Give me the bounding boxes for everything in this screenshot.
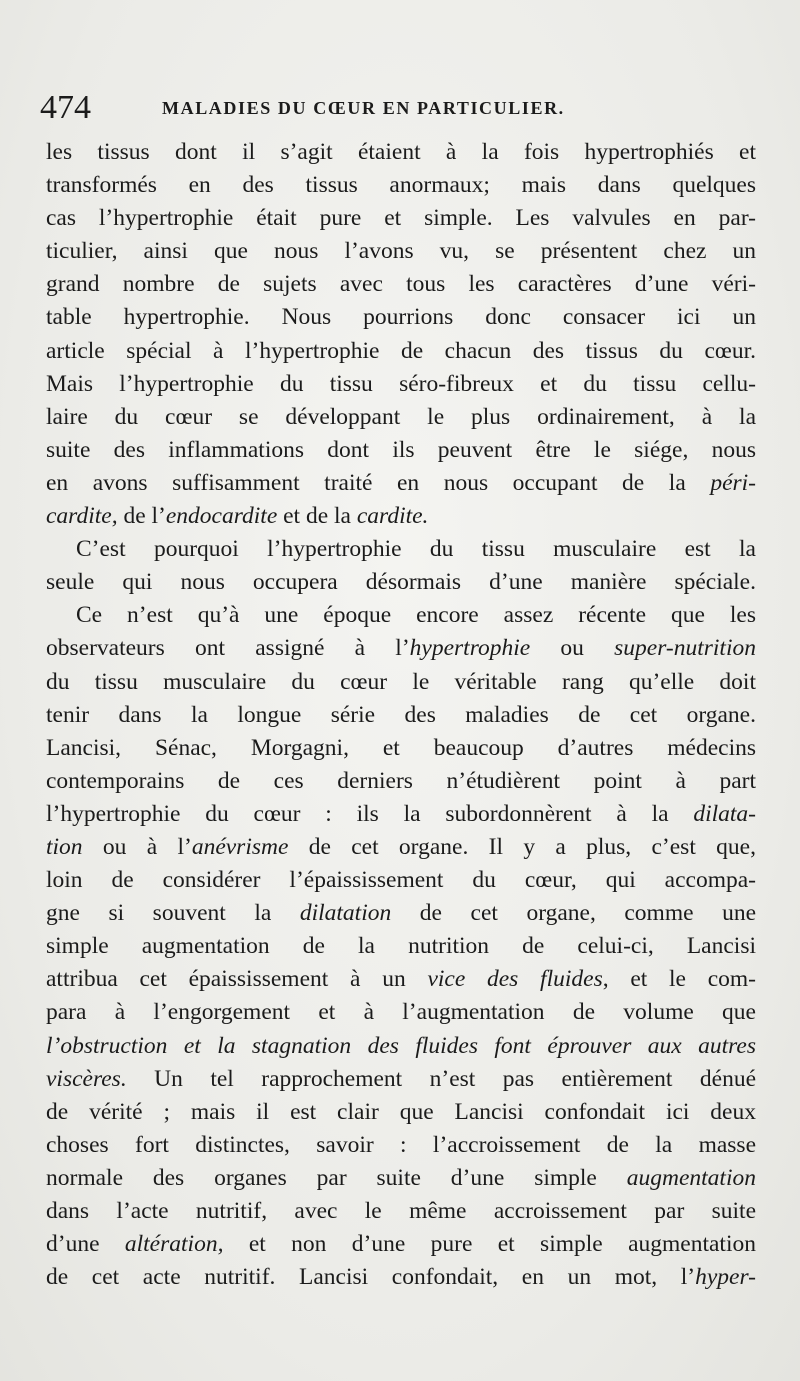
- text-line: de cet acte nutritif. Lancisi confondait, en un mot, l’hyper-: [46, 1264, 756, 1291]
- text-line: observateurs ont assigné à l’hypertrophie ou super-nutrition: [46, 635, 756, 662]
- text-line: grand nombre de sujets avec tous les caractères d’une véri-: [46, 271, 756, 298]
- text-line: cardite, de l’endocardite et de la cardite.: [46, 503, 429, 530]
- text-line: tion ou à l’anévrisme de cet organe. Il y a plus, c’est que,: [46, 833, 756, 860]
- text-line: normale des organes par suite d’une simple augmentation: [46, 1164, 756, 1191]
- text-line: dans l’acte nutritif, avec le même accroissement par suite: [46, 1198, 756, 1224]
- text-line: du tissu musculaire du cœur le véritable rang qu’elle doit: [46, 668, 756, 695]
- page-header: [40, 88, 760, 128]
- text-line: en avons suffisamment traité en nous occupant de la péri-: [46, 469, 756, 496]
- text-line: d’une altération, et non d’une pure et simple augmentation: [46, 1231, 756, 1258]
- running-head: MALADIES DU CŒUR EN PARTICULIER.: [162, 98, 565, 118]
- text-line: choses fort distinctes, savoir : l’accroissement de la masse: [46, 1131, 756, 1158]
- text-line: viscères. Un tel rapprochement n’est pas entièrement dénué: [46, 1065, 756, 1092]
- text-line: l’obstruction et la stagnation des fluides font éprouver aux autres: [46, 1032, 756, 1059]
- text-line: Lancisi, Sénac, Morgagni, et beaucoup d’autres médecins: [46, 734, 756, 761]
- text-line: transformés en des tissus anormaux; mais dans quelques: [46, 172, 756, 199]
- text-line: l’hypertrophie du cœur : ils la subordonnèrent à la dilata-: [46, 800, 756, 827]
- text-line: tenir dans la longue série des maladies de cet organe.: [46, 701, 756, 728]
- text-line: simple augmentation de la nutrition de celui-ci, Lancisi: [46, 933, 756, 960]
- text-line: Ce n’est qu’à une époque encore assez récente que les: [76, 602, 756, 629]
- text-line: suite des inflammations dont ils peuvent être le siége, nous: [46, 436, 756, 463]
- text-line: attribua cet épaississement à un vice des fluides, et le com-: [46, 966, 756, 993]
- text-line: C’est pourquoi l’hypertrophie du tissu musculaire est la: [76, 536, 756, 563]
- text-line: gne si souvent la dilatation de cet organe, comme une: [46, 900, 757, 927]
- text-line: table hypertrophie. Nous pourrions donc consacer ici un: [46, 304, 756, 331]
- text-line: para à l’engorgement et à l’augmentation de volume que: [46, 999, 756, 1026]
- text-line: article spécial à l’hypertrophie de chacun des tissus du cœur.: [46, 337, 756, 364]
- text-line: les tissus dont il s’agit étaient à la fois hypertrophiés et: [46, 139, 756, 165]
- page-number: 474: [40, 89, 91, 126]
- text-line: Mais l’hypertrophie du tissu séro-fibreux et du tissu cellu-: [46, 370, 756, 397]
- body-text: [46, 136, 756, 1294]
- text-line: contemporains de ces derniers n’étudièrent point à part: [46, 767, 756, 794]
- text-line: loin de considérer l’épaississement du cœur, qui accompa-: [46, 867, 756, 894]
- text-line: seule qui nous occupera désormais d’une manière spéciale.: [46, 569, 756, 596]
- text-line: cas l’hypertrophie était pure et simple. Les valvules en par-: [46, 205, 756, 232]
- text-line: ticulier, ainsi que nous l’avons vu, se présentent chez un: [46, 238, 756, 265]
- text-line: laire du cœur se développant le plus ordinairement, à la: [46, 403, 756, 430]
- text-line: de vérité ; mais il est clair que Lancisi confondait ici deux: [46, 1098, 756, 1125]
